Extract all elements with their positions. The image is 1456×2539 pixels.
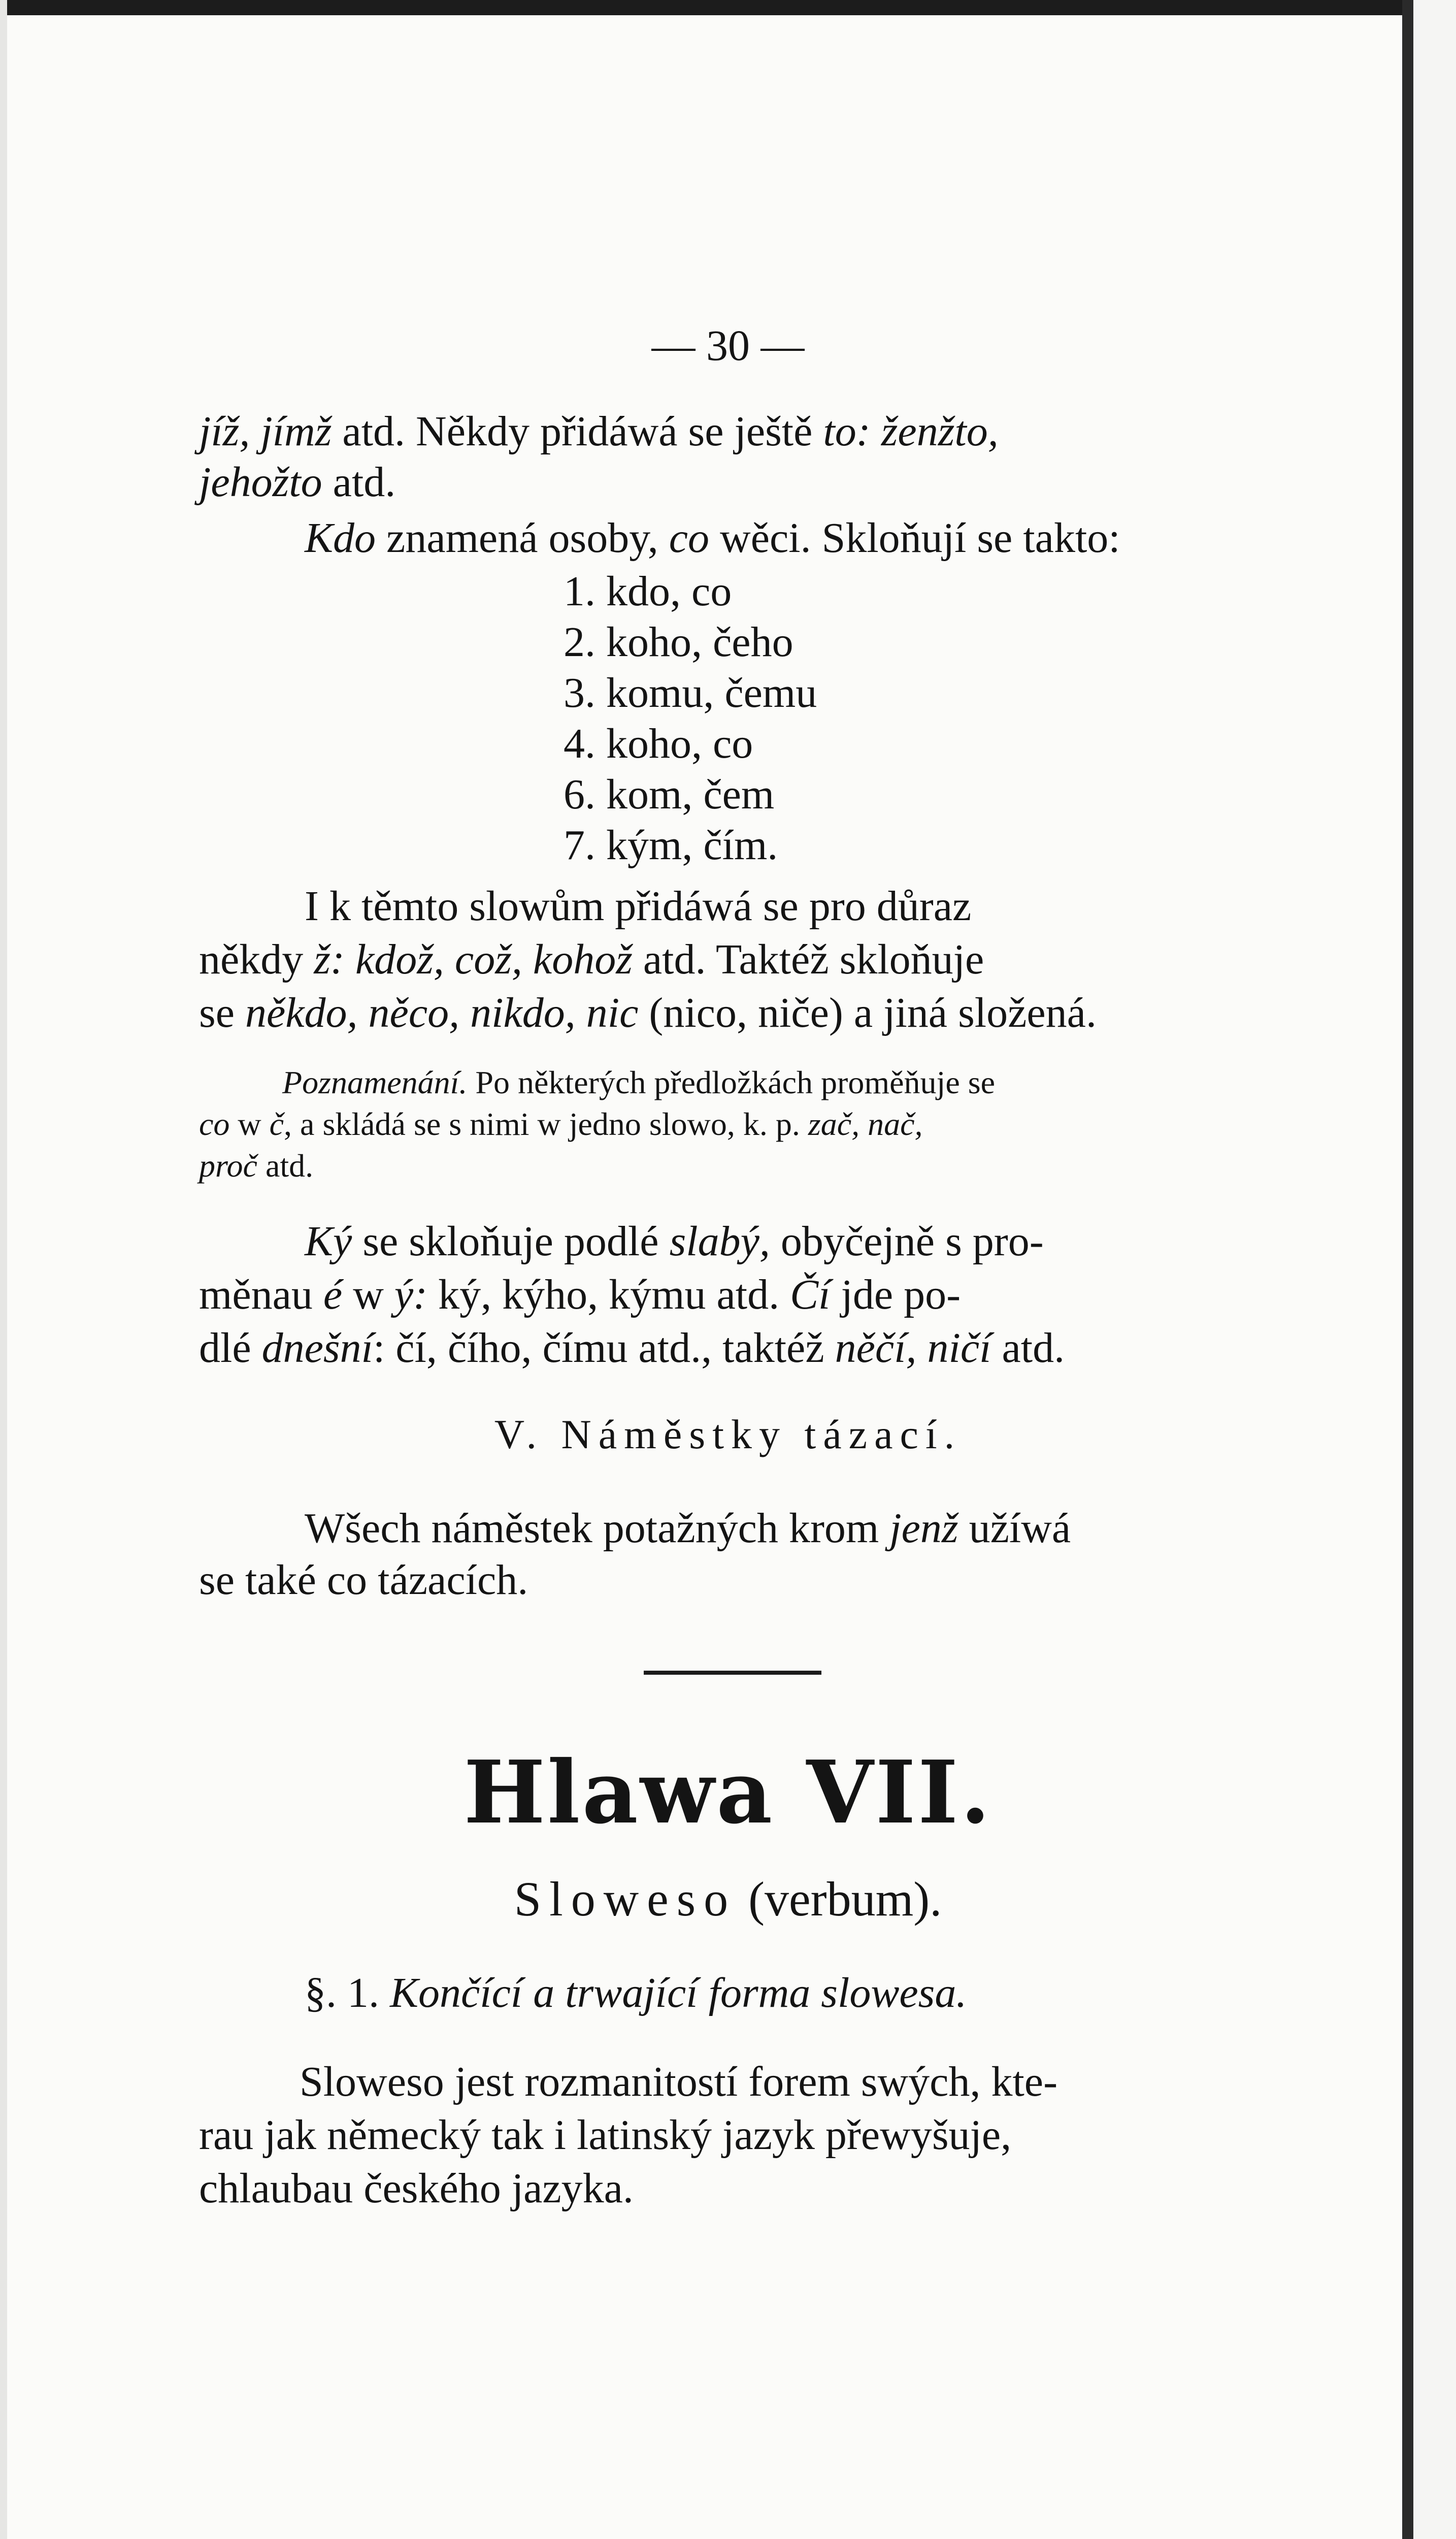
italic-text: co xyxy=(199,1106,230,1142)
text-span: : čí, čího, čímu atd., taktéž xyxy=(373,1324,835,1372)
italic-text: č xyxy=(269,1106,284,1142)
declension-row: 6. kom, čem xyxy=(564,771,775,818)
italic-text: ženžto, xyxy=(881,408,999,455)
text-span: rau jak německý tak i latinský jazyk přewyšuje, xyxy=(199,2111,1012,2159)
text-line-p5b xyxy=(199,2110,1011,2161)
text-span: obyčejně s pro- xyxy=(770,1218,1044,1265)
text-span: , a skládá se s nimi w jedno slowo, k. p. xyxy=(284,1106,808,1142)
section-number: §. 1. xyxy=(305,1969,379,2016)
text-span: w xyxy=(342,1271,394,1318)
section-divider xyxy=(644,1671,821,1675)
section1-heading xyxy=(305,1968,967,2019)
italic-text: něčí, xyxy=(835,1324,917,1372)
text-span: ký, kýho, kýmu atd. xyxy=(427,1271,790,1318)
text-span: někdy xyxy=(199,936,314,983)
italic-text: nač, xyxy=(868,1106,923,1142)
italic-text: é xyxy=(323,1271,343,1318)
italic-text: proč xyxy=(199,1148,257,1184)
text-line-p4b xyxy=(199,1555,528,1606)
italic-text: ničí xyxy=(927,1324,991,1372)
italic-text: někdo, něco, nikdo, nic xyxy=(245,989,639,1036)
italic-text: slabý, xyxy=(669,1218,770,1265)
italic-text: jíž, jímž xyxy=(199,408,332,455)
text-line-p2c xyxy=(199,988,1097,1038)
subtitle-spaced: Sloweso xyxy=(514,1872,737,1926)
declension-row: 7. kým, čím. xyxy=(564,822,778,869)
italic-text: Ký xyxy=(305,1218,352,1265)
text-span: atd. Někdy přidáwá se ještě xyxy=(332,408,823,455)
declension-row: 4. koho, co xyxy=(564,720,753,767)
italic-text: Čí xyxy=(790,1271,831,1318)
text-span xyxy=(859,1106,868,1142)
chapter-subtitle xyxy=(0,1869,1456,1930)
italic-text: Kdo xyxy=(305,514,376,562)
text-span: atd. xyxy=(991,1324,1065,1372)
declension-row: 3. komu, čemu xyxy=(564,669,817,717)
italic-text: jenž xyxy=(889,1505,958,1552)
text-span: (nico, niče) a jiná složená. xyxy=(638,989,1097,1036)
text-line-p2a xyxy=(305,881,971,932)
text-line-p5a xyxy=(300,2057,1057,2107)
text-span: Sloweso jest rozmanitostí forem swých, kte- xyxy=(300,2058,1058,2105)
italic-text: zač, xyxy=(808,1106,860,1142)
text-span: užíwá xyxy=(958,1505,1071,1552)
text-line-p3a xyxy=(305,1216,1044,1267)
italic-text: jehožto xyxy=(199,459,322,506)
text-line-p4a xyxy=(305,1503,1071,1554)
scan-right-edge xyxy=(1402,0,1413,2539)
text-span: dlé xyxy=(199,1324,262,1372)
note-line-1 xyxy=(282,1061,995,1104)
next-page-margin xyxy=(1413,0,1456,2539)
note-line-3 xyxy=(199,1145,313,1187)
text-span: I k těmto slowům přidáwá se pro důraz xyxy=(305,883,972,930)
text-span: w xyxy=(229,1106,270,1142)
text-line-p3b xyxy=(199,1270,961,1320)
text-span: jde po- xyxy=(830,1271,961,1318)
text-span: Po některých předložkách proměňuje se xyxy=(467,1064,996,1100)
scan-left-edge xyxy=(0,0,7,2539)
italic-text: dnešní xyxy=(261,1324,373,1372)
text-span: Wšech náměstek potažných krom xyxy=(305,1505,890,1552)
text-span xyxy=(917,1324,928,1372)
italic-text: to: xyxy=(823,408,881,455)
text-line-1 xyxy=(199,406,999,457)
text-line-p2b xyxy=(199,934,984,985)
text-span: wěci. Skloňují se takto: xyxy=(709,514,1120,562)
text-span: atd. xyxy=(322,459,396,506)
section-heading: V. Náměstky tázací. xyxy=(494,1411,962,1457)
text-line-p5c xyxy=(199,2163,634,2214)
text-span: znamená osoby, xyxy=(376,514,669,562)
scan-top-edge xyxy=(0,0,1456,15)
declension-row: 1. kdo, co xyxy=(564,568,732,615)
chapter-title: Hlawa VII. xyxy=(464,1742,992,1843)
page-number: — 30 — xyxy=(651,321,805,370)
italic-text: ý: xyxy=(394,1271,428,1318)
declension-row: 2. koho, čeho xyxy=(564,619,793,666)
text-span: chlaubau českého jazyka. xyxy=(199,2165,634,2212)
section-title: Končící a trwající forma slowesa. xyxy=(390,1969,967,2016)
text-line-p3c xyxy=(199,1323,1065,1374)
text-span: atd. xyxy=(257,1148,314,1184)
text-span: atd. Taktéž skloňuje xyxy=(632,936,984,983)
text-span: se také co tázacích. xyxy=(199,1556,528,1604)
italic-text: ž: kdož, což, kohož xyxy=(314,936,633,983)
italic-text: Poznamenání. xyxy=(282,1064,468,1100)
subtitle-rest: (verbum). xyxy=(736,1872,942,1926)
text-span: se skloňuje podlé xyxy=(352,1218,670,1265)
gap xyxy=(379,1969,390,2016)
text-span: se xyxy=(199,989,245,1036)
text-line-3 xyxy=(305,513,1120,564)
note-line-2 xyxy=(199,1103,923,1146)
text-span: měnau xyxy=(199,1271,323,1318)
italic-text: co xyxy=(669,514,710,562)
text-line-2 xyxy=(199,457,395,508)
